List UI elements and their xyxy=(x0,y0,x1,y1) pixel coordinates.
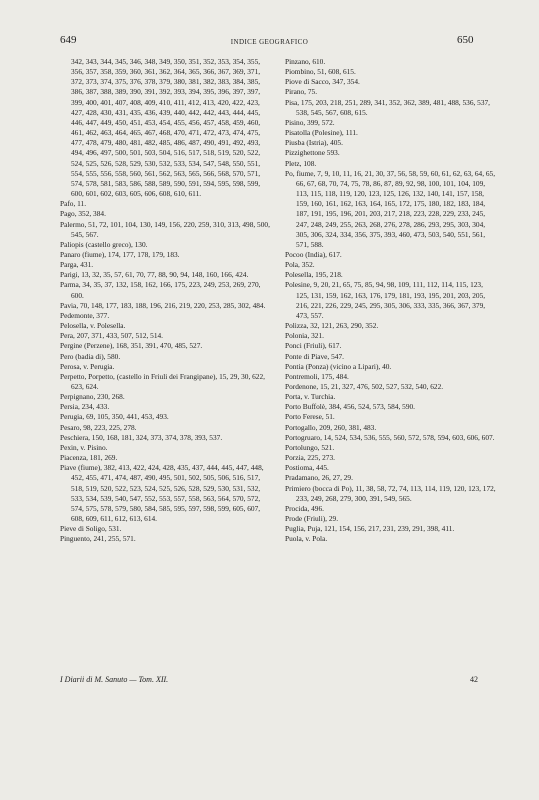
index-entry: Parga, 431. xyxy=(60,260,94,270)
index-entry: Pontia (Ponza) (vicino a Lipari), 40. xyxy=(285,361,392,371)
index-entry: Piave (fiume), 382, 413, 422, 424, 428, 435, 437, 444, 445, 447, 448, 452, 455, 471, 474, 487, 490, 495, 501, 502, 505, 506, 516, 517, 518, 519, 520, 522, 523, 524, 525, 526, 528, 529, 530, 531, 532, 533, 534, 539, 540, 547, 552, 553, 557, 558, 563, 564, 570, 572, 574, 575, 578, 579, 580, 584, 585, 595, 597, 598, 599, 605, 607, 608, 609, 611, 612, 613, 614. xyxy=(60,463,264,524)
index-entry: Piove di Sacco, 347, 354. xyxy=(285,77,360,87)
index-entry: Porta, v. Turchia. xyxy=(285,392,336,402)
index-entry: Pergine (Perzene), 168, 351, 391, 470, 485, 527. xyxy=(60,341,203,351)
index-entry: Primiero (bocca di Po), 11, 38, 58, 72, 74, 113, 114, 119, 120, 123, 172, 233, 249, 268, 279, 300, 391, 549, 565. xyxy=(285,483,496,503)
index-entry: Parma, 34, 35, 37, 132, 158, 162, 166, 175, 223, 249, 253, 269, 270, 600. xyxy=(60,280,261,300)
index-entry: Perosa, v. Perugia. xyxy=(60,361,115,371)
index-column-left xyxy=(60,57,272,545)
index-entry: Polizza, 32, 121, 263, 290, 352. xyxy=(285,321,379,331)
index-entry: Piacenza, 181, 269. xyxy=(60,453,118,463)
index-entry: Porzia, 225, 273. xyxy=(285,453,335,463)
index-entry: Ponte di Piave, 547. xyxy=(285,351,344,361)
index-entry: Pago, 352, 384. xyxy=(60,209,106,219)
index-entry: Polesine, 9, 20, 21, 65, 75, 85, 94, 98, 109, 111, 112, 114, 115, 123, 125, 131, 159, 162, 163, 176, 179, 181, 193, 195, 201, 203, 205, 216, 221, 226, 229, 245, 295, 305, 306, 333, 335, 366, 367, 379, 473, 557. xyxy=(285,280,486,320)
index-entry: Pocoo (India), 617. xyxy=(285,249,342,259)
index-entry: Pordenone, 15, 21, 327, 476, 502, 527, 532, 540, 622. xyxy=(285,382,444,391)
index-entry: Pletz, 108. xyxy=(285,158,317,168)
index-entry: Postioma, 445. xyxy=(285,463,329,473)
page-number-right: 650 xyxy=(457,34,474,46)
index-entry: Pavia, 70, 148, 177, 183, 188, 196, 216, 219, 220, 253, 285, 302, 484. xyxy=(60,300,266,310)
index-entry: Pontremoli, 175, 484. xyxy=(285,371,349,381)
index-entry: Porto Buffolè, 384, 456, 524, 573, 584, 590. xyxy=(285,402,416,412)
index-entry: Po, fiume, 7, 9, 10, 11, 16, 21, 30, 37, 56, 58, 59, 60, 61, 62, 63, 64, 65, 66, 67, 68, 70, 74, 75, 78, 86, 87, 89, 92, 98, 100, 101, 104, 109, 113, 115, 118, 119, 120, 123, 125, 126, 132, 140, 141, 157, 158, 159, 160, 161, 162, 163, 164, 165, 172, 175, 180, 182, 183, 184, 187, 191, 195, 196, 201, 203, 217, 218, 223, 228, 229, 233, 245, 247, 248, 249, 255, 263, 268, 276, 278, 286, 293, 295, 303, 304, 305, 306, 324, 334, 356, 375, 393, 460, 473, 503, 540, 551, 561, 571, 588. xyxy=(285,168,496,249)
footer-series-title: I Diarii di M. Sanuto — Tom. XII. xyxy=(60,675,169,684)
index-entry: Pieve di Soligo, 531. xyxy=(60,524,122,534)
index-entry: Paliopis (castello greco), 130. xyxy=(60,239,148,249)
index-entry: Pinzano, 610. xyxy=(285,57,326,66)
index-entry: Perpetto, Porpetto, (castello in Friuli dei Frangipane), 15, 29, 30, 622, 623, 624. xyxy=(60,371,265,391)
index-entry: Perpignano, 230, 268. xyxy=(60,392,125,402)
index-entry: Piombino, 51, 608, 615. xyxy=(285,67,356,77)
index-entry: Portogruaro, 14, 524, 534, 536, 555, 560, 572, 578, 594, 603, 606, 607. xyxy=(285,432,495,442)
index-entry: Procida, 496. xyxy=(285,503,324,513)
index-entry: Pelosella, v. Polesella. xyxy=(60,321,126,331)
index-entry: Panaro (fiume), 174, 177, 178, 179, 183. xyxy=(60,249,180,259)
index-entry: Peschiera, 150, 168, 181, 324, 373, 374, 378, 393, 537. xyxy=(60,432,223,442)
index-entry: Puglia, Puja, 121, 154, 156, 217, 231, 239, 291, 398, 411. xyxy=(285,524,455,534)
index-column-right xyxy=(285,57,497,545)
footer-signature: 42 xyxy=(470,675,478,684)
index-entry: Pisino, 399, 572. xyxy=(285,117,335,127)
index-entry: Pera, 207, 371, 433, 507, 512, 514. xyxy=(60,331,164,341)
index-entry: Pola, 352. xyxy=(285,260,315,270)
index-entry: Pafo, 11. xyxy=(60,199,87,209)
index-entry: Pisa, 175, 203, 218, 251, 289, 341, 352, 362, 389, 481, 488, 536, 537, 538, 545, 567, 608, 615. xyxy=(285,97,491,117)
index-entry: Porto Ferese, 51. xyxy=(285,412,335,422)
index-entry: Pexin, v. Pisino. xyxy=(60,442,108,452)
index-entry: Puola, v. Pola. xyxy=(285,534,328,544)
index-entry: Pinguento, 241, 255, 571. xyxy=(60,534,136,544)
index-entry: Palermo, 51, 72, 101, 104, 130, 149, 156, 220, 259, 310, 313, 498, 500, 545, 567. xyxy=(60,219,270,239)
index-entry: Piusba (Istria), 405. xyxy=(285,138,343,148)
index-entry: 342, 343, 344, 345, 346, 348, 349, 350, 351, 352, 353, 354, 355, 356, 357, 358, 359, 360, 361, 362, 364, 365, 366, 367, 369, 371, 372, 373, 374, 375, 376, 378, 379, 380, 381, 382, 383, 384, 385, 386, 387, 388, 389, 390, 391, 392, 393, 394, 395, 396, 397, 397, 399, 400, 401, 407, 408, 409, 410, 411, 412, 413, 420, 422, 423, 427, 428, 430, 431, 435, 436, 439, 440, 442, 442, 443, 444, 445, 446, 447, 449, 450, 451, 453, 454, 455, 456, 457, 458, 459, 460, 461, 462, 463, 464, 465, 467, 468, 470, 471, 472, 473, 474, 475, 477, 478, 479, 480, 481, 482, 485, 486, 487, 490, 491, 492, 493, 494, 496, 497, 500, 501, 503, 504, 516, 517, 518, 519, 520, 522, 524, 525, 526, 528, 529, 530, 532, 533, 534, 547, 548, 550, 551, 554, 555, 556, 558, 560, 561, 562, 563, 565, 566, 568, 570, 571, 574, 578, 581, 583, 586, 588, 589, 590, 591, 594, 595, 598, 599, 600, 601, 602, 603, 605, 606, 608, 610, 611. xyxy=(71,57,261,199)
index-entry: Pero (badia di), 580. xyxy=(60,351,121,361)
page-number-left: 649 xyxy=(60,34,77,46)
index-entry: Pradamano, 26, 27, 29. xyxy=(285,473,353,483)
index-entry: Pedemonte, 377. xyxy=(60,310,110,320)
index-entry: Persia, 234, 433. xyxy=(60,402,110,412)
index-entry: Portolungo, 521. xyxy=(285,442,335,452)
running-title: INDICE GEOGRAFICO xyxy=(230,38,309,46)
index-entry: Pisatolla (Polesine), 111. xyxy=(285,128,358,138)
index-entry: Parigi, 13, 32, 35, 57, 61, 70, 77, 88, 90, 94, 148, 160, 166, 424. xyxy=(60,270,249,280)
index-entry: Ponci (Friuli), 617. xyxy=(285,341,342,351)
index-entry: Polonia, 321. xyxy=(285,331,324,341)
index-entry: Pesaro, 98, 223, 225, 278. xyxy=(60,422,137,432)
index-entry: Prode (Friuli), 29. xyxy=(285,514,339,524)
index-entry: Polesella, 195, 218. xyxy=(285,270,343,280)
index-entry: Portogallo, 209, 260, 381, 483. xyxy=(285,422,377,432)
index-entry: Pirano, 75. xyxy=(285,87,318,97)
index-entry: Pizzighettone 593. xyxy=(285,148,340,158)
index-entry: Perugia, 69, 105, 350, 441, 453, 493. xyxy=(60,412,169,422)
